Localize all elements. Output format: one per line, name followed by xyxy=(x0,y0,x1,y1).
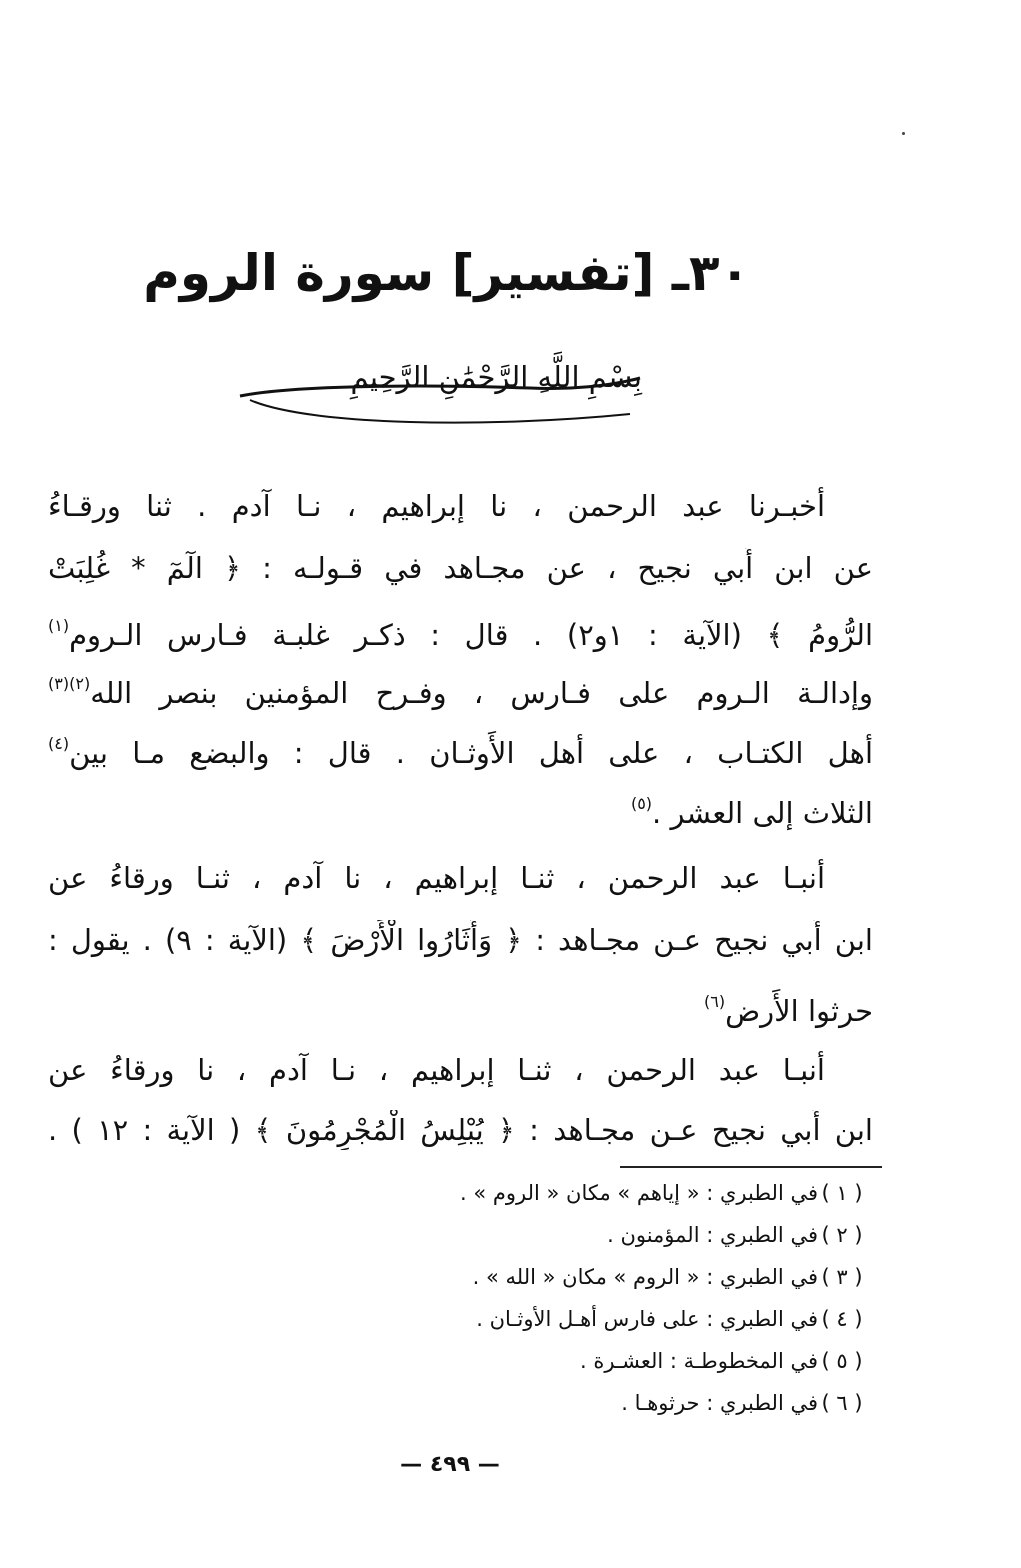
paragraph-1-line-3 xyxy=(48,606,873,655)
paragraph-3-line-1: أنبـا عبد الرحمن ، ثنـا إبراهيم ، نـا آدم ، نا ورقاءُ عن xyxy=(48,1053,825,1087)
paragraph-3-line-2: ابن أَبي نجيح عـن مجـاهد : ﴿ يُبْلِسُ الْمُجْرِمُونَ ﴾ ( الآية : ١٢ ) . xyxy=(48,1113,873,1147)
footnote-ref-4: (٤) xyxy=(48,734,70,753)
text-segment: وإدالـة الـروم على فـارس ، وفـرح المؤمنين بنصر الله xyxy=(90,676,873,710)
paragraph-2-line-3 xyxy=(48,982,873,1031)
paragraph-1-line-2: عن ابن أَبي نجيح ، عن مجـاهد في قـولـه : ﴿ الٓمٓ * غُلِبَتْ xyxy=(48,551,873,585)
text-segment: أهل الكتـاب ، على أهل الأَوثـان . قال : والبضع مـا بين xyxy=(69,736,873,770)
basmala-text: بِسْمِ اللَّهِ الرَّحْمَٰنِ الرَّحِيمِ xyxy=(350,360,642,394)
footnote-6 xyxy=(621,1388,866,1418)
text-segment: حرثوا الأَرض xyxy=(725,994,873,1028)
footnote-number: ( ٣ ) xyxy=(821,1265,863,1289)
footnote-text: في الطبري : على فارس أهـل الأوثـان . xyxy=(476,1307,818,1331)
footnote-ref-3: (٣) xyxy=(48,674,70,693)
page-number: — ٤٩٩ — xyxy=(400,1452,500,1477)
footnote-text: في الطبري : حرثوهـا . xyxy=(621,1391,818,1415)
footnote-text: في الطبري : « إياهم » مكان « الروم » . xyxy=(459,1181,818,1205)
text-segment: الرُّومُ ﴾ (الآية : ١و٢) . قال : ذكـر غلبـة فـارس الـروم xyxy=(69,618,873,652)
paragraph-1-line-4 xyxy=(48,664,873,713)
footnote-text: في المخطوطـة : العشـرة . xyxy=(580,1349,818,1373)
footnote-number: ( ١ ) xyxy=(821,1181,863,1205)
footnote-number: ( ٥ ) xyxy=(821,1349,863,1373)
paragraph-2-line-2: ابن أَبي نجيح عـن مجـاهد : ﴿ وَأَثَارُوا الْأَرْضَ ﴾ (الآية : ٩) . يقول : xyxy=(48,923,873,957)
footnote-ref-2: (٢) xyxy=(69,674,91,693)
chapter-title: ٣٠ـ [تفسير] سورة الروم xyxy=(143,244,750,302)
footnote-separator xyxy=(620,1166,882,1168)
speck xyxy=(902,132,905,135)
footnote-ref-6: (٦) xyxy=(703,992,726,1011)
footnote-ref-5: (٥) xyxy=(630,794,653,813)
footnote-3 xyxy=(473,1262,866,1292)
footnote-ref-1: (١) xyxy=(48,616,70,635)
footnote-1 xyxy=(460,1178,866,1208)
footnote-4 xyxy=(476,1304,866,1334)
footnote-text: في الطبري : المؤمنون . xyxy=(607,1223,818,1247)
basmala-ornament xyxy=(230,356,650,426)
paragraph-1-line-1: أخبـرنا عبد الرحمن ، نا إبراهيم ، نـا آدم . ثنا ورقـاءُ xyxy=(48,489,825,523)
paragraph-2-line-1: أنبـا عبد الرحمن ، ثنـا إبراهيم ، نا آدم ، ثنـا ورقاءُ عن xyxy=(48,861,825,895)
text-segment: الثلاث إلى العشر . xyxy=(652,796,873,830)
paragraph-1-line-5 xyxy=(48,724,873,773)
footnote-number: ( ٦ ) xyxy=(821,1391,863,1415)
footnote-number: ( ٢ ) xyxy=(821,1223,863,1247)
footnote-number: ( ٤ ) xyxy=(821,1307,863,1331)
footnote-2 xyxy=(607,1220,866,1250)
footnote-5 xyxy=(580,1346,866,1376)
footnote-text: في الطبري : « الروم » مكان « الله » . xyxy=(472,1265,818,1289)
paragraph-1-line-6 xyxy=(48,784,873,833)
